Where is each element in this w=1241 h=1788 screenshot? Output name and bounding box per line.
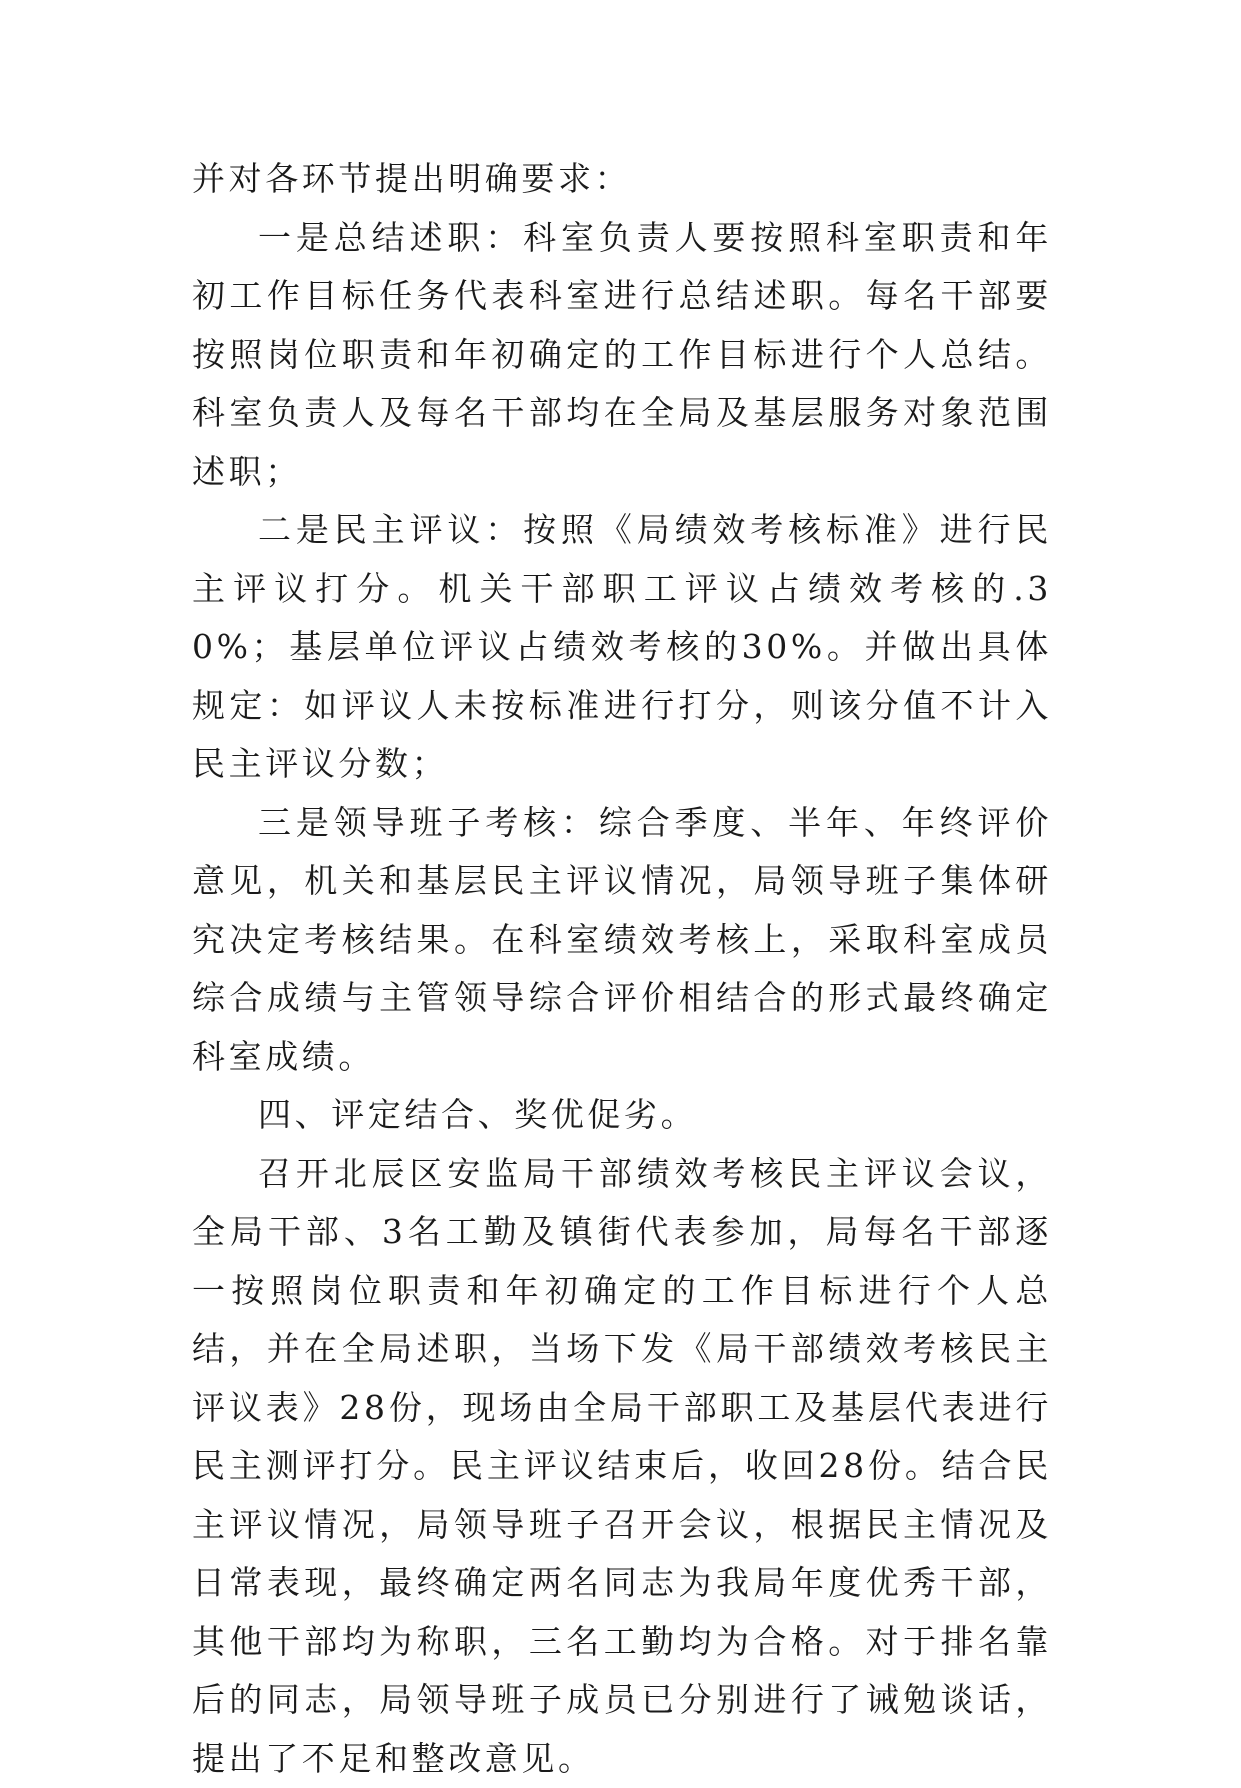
section-heading-four: 四、评定结合、奖优促劣。	[192, 1086, 1052, 1145]
paragraph-summary-report: 一是总结述职：科室负责人要按照科室职责和年初工作目标任务代表科室进行总结述职。每名干部要按照岗位职责和年初确定的工作目标进行个人总结。科室负责人及每名干部均在全局及基层服务对象范围述职；	[192, 209, 1052, 502]
paragraph-democratic-review: 二是民主评议：按照《局绩效考核标准》进行民主评议打分。机关干部职工评议占绩效考核的.30%；基层单位评议占绩效考核的30%。并做出具体规定：如评议人未按标准进行打分，则该分值不计入民主评议分数；	[192, 501, 1052, 794]
paragraph-intro: 并对各环节提出明确要求：	[192, 150, 1052, 209]
document-body	[192, 150, 1052, 1788]
paragraph-meeting-results: 召开北辰区安监局干部绩效考核民主评议会议，全局干部、3名工勤及镇街代表参加，局每名干部逐一按照岗位职责和年初确定的工作目标进行个人总结，并在全局述职，当场下发《局干部绩效考核民主评议表》28份，现场由全局干部职工及基层代表进行民主测评打分。民主评议结束后，收回28份。结合民主评议情况，局领导班子召开会议，根据民主情况及日常表现，最终确定两名同志为我局年度优秀干部，其他干部均为称职，三名工勤均为合格。对于排名靠后的同志，局领导班子成员已分别进行了诫勉谈话，提出了不足和整改意见。	[192, 1145, 1052, 1788]
paragraph-leadership-assessment: 三是领导班子考核：综合季度、半年、年终评价意见，机关和基层民主评议情况，局领导班子集体研究决定考核结果。在科室绩效考核上，采取科室成员综合成绩与主管领导综合评价相结合的形式最终确定科室成绩。	[192, 794, 1052, 1087]
